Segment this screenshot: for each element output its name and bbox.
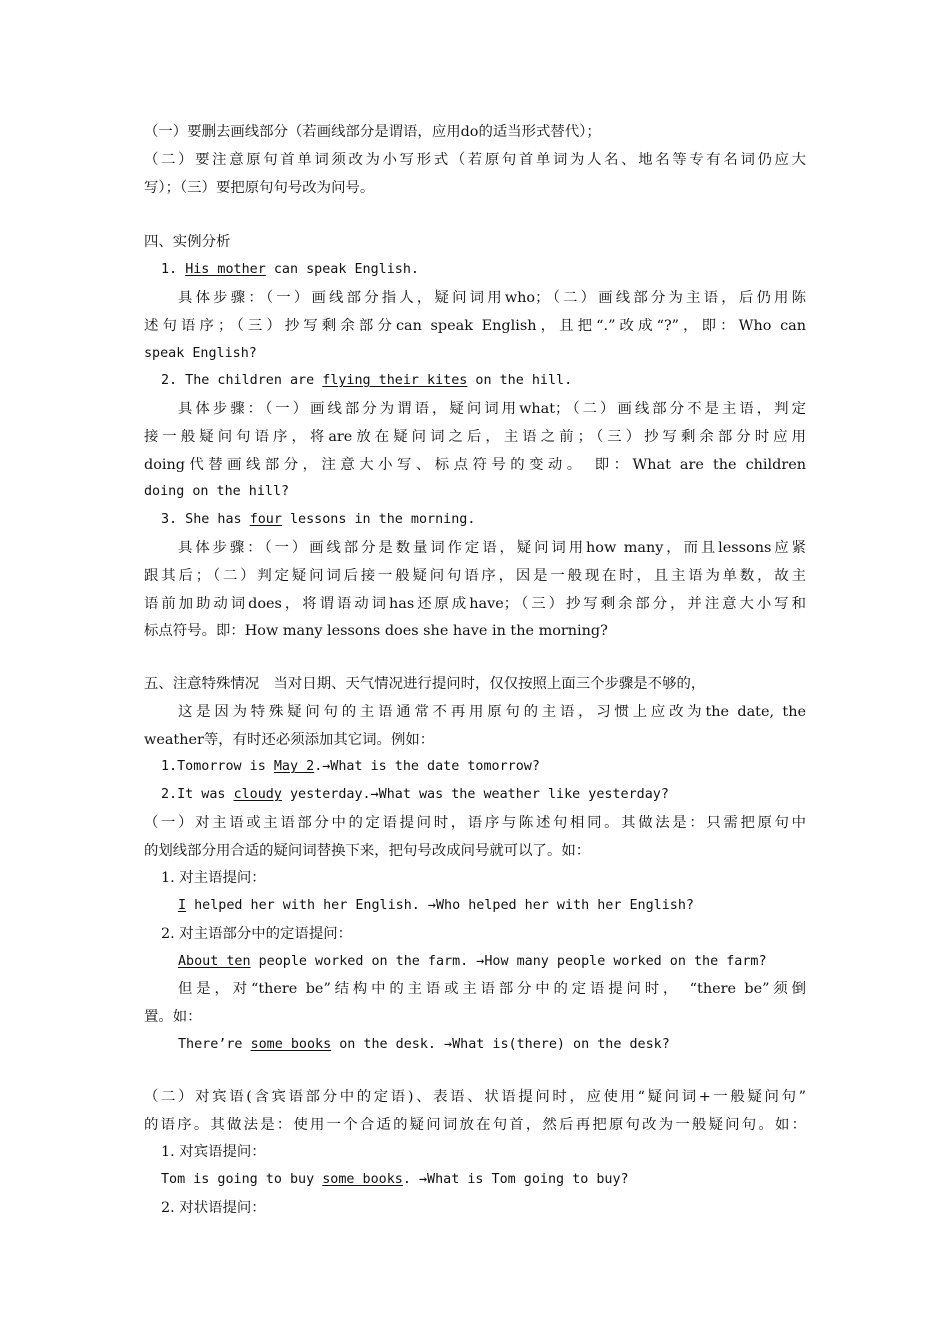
subject-question-item1-label: 1. 对主语提问： xyxy=(161,870,266,886)
example-2-steps-line1: 具体步骤：（一）画线部分为谓语，疑问词用what；（二）画线部分不是主语，判定 xyxy=(178,401,806,417)
special-example-1-prefix: 1.Tomorrow is xyxy=(161,759,274,774)
example-1-underlined: His mother xyxy=(185,262,266,277)
example-1-sentence xyxy=(161,260,419,280)
object-question-rule-line2: 的语序。其做法是：使用一个合适的疑问词放在句首，然后再把原句改为一般疑问句。如： xyxy=(144,1117,806,1133)
example-2-steps-line3: doing代替画线部分，注意大小写、标点符号的变动。 即：What are the children xyxy=(144,457,806,473)
there-be-example-rest: on the desk. →What is(there) on the desk? xyxy=(331,1037,670,1052)
example-1-steps-line3: speak English? xyxy=(144,346,257,361)
special-example-2-rest: yesterday.→What was the weather like yesterday? xyxy=(281,787,669,802)
special-example-1 xyxy=(161,757,540,777)
there-be-example-underlined: some books xyxy=(250,1037,332,1052)
rule-lowercase-line1: （二）要注意原句首单词须改为小写形式（若原句首单词为人名、地名等专有名词仍应大 xyxy=(144,152,806,168)
example-3-steps-line3: 语前加助动词does，将谓语动词has还原成have；（三）抄写剩余部分，并注意大小写和 xyxy=(144,596,806,612)
subject-question-item2-underlined: About ten xyxy=(178,954,251,969)
object-question-example-underlined: some books xyxy=(322,1172,403,1187)
special-cases-para-line2: weather等，有时还必须添加其它词。例如： xyxy=(144,732,435,748)
subject-question-item1-example xyxy=(178,896,694,916)
object-question-example-prefix: Tom is going to buy xyxy=(161,1172,323,1187)
subject-question-item2-label: 2. 对主语部分中的定语提问： xyxy=(161,926,352,942)
object-question-rule-line1: （二）对宾语(含宾语部分中的定语)、表语、状语提问时，应使用“疑问词+一般疑问句” xyxy=(144,1089,806,1105)
adverbial-question-item2-label: 2. 对状语提问： xyxy=(161,1200,266,1216)
subject-question-rule-line2: 的划线部分用合适的疑问词替换下来，把句号改成问号就可以了。如： xyxy=(144,843,591,859)
example-1-steps-line1: 具体步骤：（一）画线部分指人，疑问词用who；（二）画线部分为主语，后仍用陈 xyxy=(178,290,806,306)
subject-question-item1-rest: helped her with her English. →Who helped her with her English? xyxy=(186,898,694,913)
subject-question-item2-rest: people worked on the farm. →How many people worked on the farm? xyxy=(250,954,767,969)
example-2-sentence xyxy=(161,371,572,391)
example-3-underlined: four xyxy=(249,512,282,527)
example-3-rest: lessons in the morning. xyxy=(281,512,476,527)
subject-question-rule-line1: （一）对主语或主语部分中的定语提问时，语序与陈述句相同。其做法是：只需把原句中 xyxy=(144,815,806,831)
subject-question-item1-underlined: I xyxy=(178,898,187,913)
example-3-steps-line4: 标点符号。即：How many lessons does she have in the morning? xyxy=(144,623,608,639)
rule-lowercase-line2: 写）；（三）要把原句句号改为问号。 xyxy=(144,180,375,196)
there-be-note-line1: 但是，对“there be”结构中的主语或主语部分中的定语提问时， “there be”须倒 xyxy=(178,981,806,997)
special-example-1-rest: .→What is the date tomorrow? xyxy=(314,759,540,774)
special-example-2-prefix: 2.It was xyxy=(161,787,234,802)
rule-delete-underlined: （一）要删去画线部分（若画线部分是谓语，应用do的适当形式替代）； xyxy=(144,124,601,140)
example-3-prefix: 3. She has xyxy=(161,512,250,527)
section-heading-special-cases: 五、注意特殊情况 当对日期、天气情况进行提问时，仅仅按照上面三个步骤是不够的， xyxy=(144,676,706,692)
example-2-prefix: 2. The children are xyxy=(161,373,323,388)
example-2-underlined: flying their kites xyxy=(322,373,468,388)
example-3-steps-line2: 跟其后；（二）判定疑问词后接一般疑问句语序，因是一般现在时，且主语为单数，故主 xyxy=(144,568,806,584)
example-1-number: 1. xyxy=(161,262,186,277)
special-example-2-underlined: cloudy xyxy=(233,787,282,802)
example-3-sentence xyxy=(161,510,475,530)
example-1-rest: can speak English. xyxy=(265,262,419,277)
special-example-1-underlined: May 2 xyxy=(273,759,315,774)
section-heading-examples: 四、实例分析 xyxy=(144,234,231,250)
example-2-rest: on the hill. xyxy=(467,373,573,388)
there-be-note-line2: 置。如： xyxy=(144,1009,202,1025)
special-example-2 xyxy=(161,785,669,805)
example-3-steps-line1: 具体步骤：（一）画线部分是数量词作定语，疑问词用how many，而且lessons应紧 xyxy=(178,540,806,556)
special-cases-para-line1: 这是因为特殊疑问句的主语通常不再用原句的主语，习惯上应改为the date, the xyxy=(178,704,806,720)
object-question-example-rest: . →What is Tom going to buy? xyxy=(402,1172,629,1187)
there-be-example-prefix: There’re xyxy=(178,1037,251,1052)
object-question-item1-label: 1. 对宾语提问： xyxy=(161,1144,266,1160)
example-2-steps-line4: doing on the hill? xyxy=(144,484,290,499)
subject-question-item2-example xyxy=(178,952,767,972)
example-2-steps-line2: 接一般疑问句语序，将are放在疑问词之后，主语之前；（三）抄写剩余部分时应用 xyxy=(144,429,806,445)
example-1-steps-line2: 述句语序；（三）抄写剩余部分can speak English，且把“.”改成“?”，即：Who can xyxy=(144,318,806,334)
there-be-example xyxy=(178,1035,670,1055)
object-question-example xyxy=(161,1170,629,1190)
